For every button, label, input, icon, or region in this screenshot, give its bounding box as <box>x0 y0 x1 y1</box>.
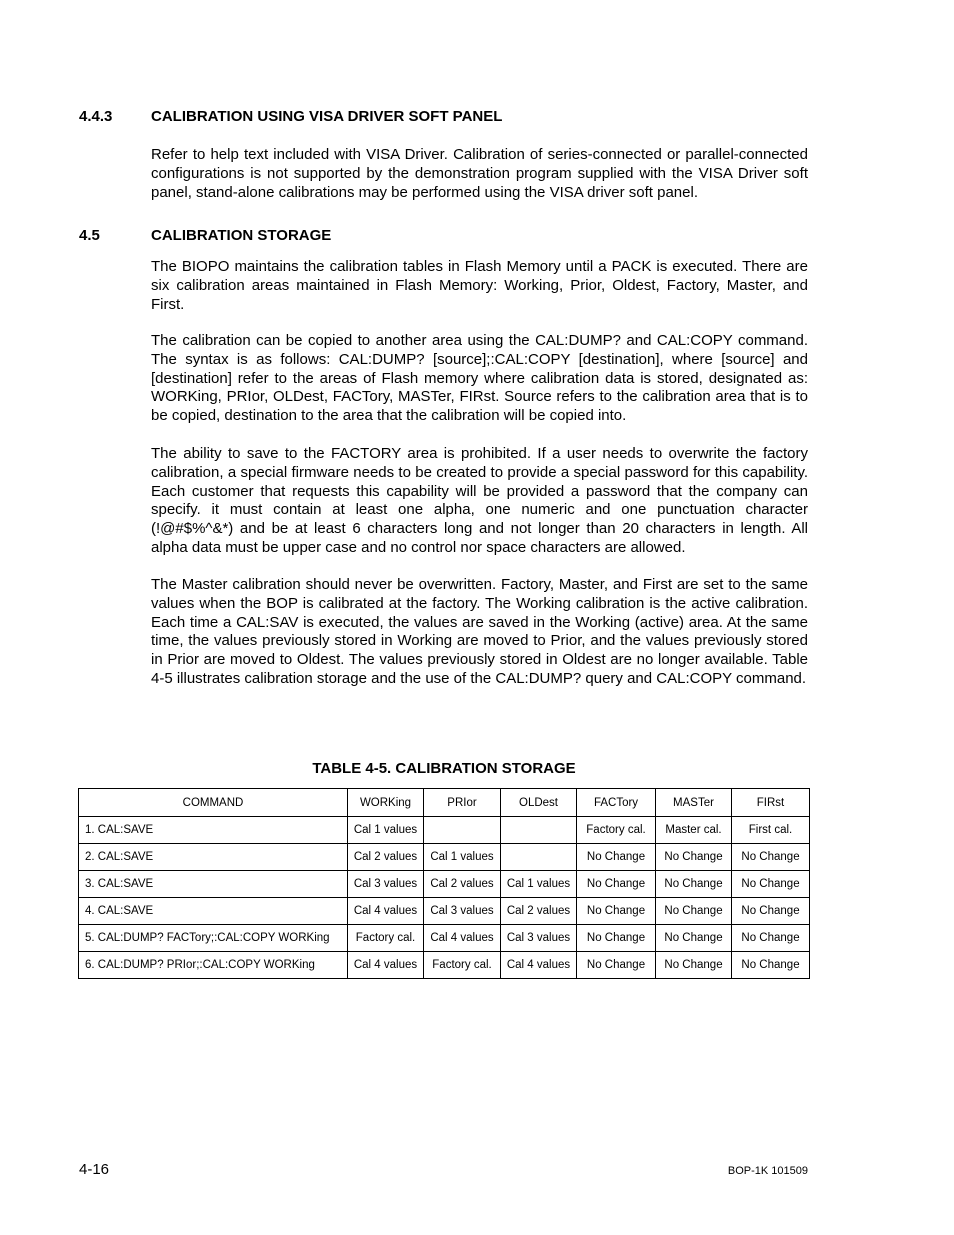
table-cell: Cal 4 values <box>348 898 424 925</box>
table-cell: No Change <box>577 925 656 952</box>
table-cell: No Change <box>732 952 810 979</box>
page-number: 4-16 <box>79 1161 110 1178</box>
table-cell: Cal 3 values <box>348 871 424 898</box>
table-cell: Cal 3 values <box>501 925 577 952</box>
table-header-row <box>79 789 810 817</box>
table-cell: 5. CAL:DUMP? FACTory;:CAL:COPY WORKing <box>79 925 348 952</box>
table-cell: No Change <box>732 871 810 898</box>
column-header: PRIor <box>424 789 501 817</box>
table-row <box>79 844 810 871</box>
table-row <box>79 898 810 925</box>
table-cell: Cal 1 values <box>348 817 424 844</box>
column-header: FACTory <box>577 789 656 817</box>
paragraph-master-calibration: The Master calibration should never be overwritten. Factory, Master, and First are set to the same values when the BOP is calibrated at the factory. The Working calibration is the active calibration. Each time a CAL:SAV is executed, the values are saved in the Working (active) area. At the same time, the values previously stored in Working are moved to Prior, and the values previously stored in Prior are moved to Oldest. The values previously stored in Oldest are no longer available. Table 4-5 illustrates calibration storage and the use of the CAL:DUMP? query and CAL:COPY command. <box>151 576 808 687</box>
column-header: MASTer <box>656 789 732 817</box>
table-cell: No Change <box>732 898 810 925</box>
table-row <box>79 817 810 844</box>
table-cell <box>424 817 501 844</box>
section-title: CALIBRATION USING VISA DRIVER SOFT PANEL <box>151 108 503 125</box>
table-cell: No Change <box>656 871 732 898</box>
table-cell <box>501 817 577 844</box>
table-cell: No Change <box>656 925 732 952</box>
table-cell: First cal. <box>732 817 810 844</box>
section-title: CALIBRATION STORAGE <box>151 227 332 244</box>
table-row <box>79 925 810 952</box>
column-header: FIRst <box>732 789 810 817</box>
table-cell: Factory cal. <box>424 952 501 979</box>
table-cell: No Change <box>577 871 656 898</box>
column-header: WORKing <box>348 789 424 817</box>
table-cell <box>501 844 577 871</box>
table-cell: No Change <box>656 898 732 925</box>
section-number: 4.4.3 <box>79 108 113 125</box>
table-cell: Cal 2 values <box>424 871 501 898</box>
table-cell: Cal 3 values <box>424 898 501 925</box>
calibration-storage-table <box>78 788 810 979</box>
table-cell: No Change <box>732 925 810 952</box>
paragraph-factory-area: The ability to save to the FACTORY area is prohibited. If a user needs to overwrite the factory calibration, a special firmware needs to be created to provide a special password for this capability. Each customer that requests this capability will be provided a password that the company can specify. it must contain at least one alpha, one numeric and one punctuation character (!@#$%^&*) and be at least 6 characters long and not longer than 20 characters in length. All alpha data must be upper case and no control nor space characters are allowed. <box>151 445 808 556</box>
table-cell: No Change <box>577 844 656 871</box>
table-cell: Master cal. <box>656 817 732 844</box>
table-title: TABLE 4-5. CALIBRATION STORAGE <box>312 760 576 777</box>
table-cell: 6. CAL:DUMP? PRIor;:CAL:COPY WORKing <box>79 952 348 979</box>
document-id: BOP-1K 101509 <box>727 1165 808 1177</box>
table-row <box>79 871 810 898</box>
table-row <box>79 952 810 979</box>
table-cell: No Change <box>577 952 656 979</box>
column-header: COMMAND <box>79 789 348 817</box>
table-cell: No Change <box>656 952 732 979</box>
table-cell: No Change <box>577 898 656 925</box>
paragraph-cal-copy: The calibration can be copied to another area using the CAL:DUMP? and CAL:COPY command. The syntax is as follows: CAL:DUMP? [source];:CAL:COPY [destination], where [source] and [destination] refer to the areas of Flash memory where calibration data is stored, designated as: WORKing, PRIor, OLDest, FACTory, MASTer, FIRst. Source refers to the calibration area that is to be copied, destination to the area that the calibration will be copied into. <box>151 332 808 425</box>
table-cell: Cal 4 values <box>424 925 501 952</box>
table-cell: 3. CAL:SAVE <box>79 871 348 898</box>
table-cell: Cal 2 values <box>501 898 577 925</box>
table-cell: Cal 1 values <box>424 844 501 871</box>
table-cell: Cal 1 values <box>501 871 577 898</box>
table-cell: Cal 4 values <box>348 952 424 979</box>
table-cell: 4. CAL:SAVE <box>79 898 348 925</box>
paragraph-visa: Refer to help text included with VISA Driver. Calibration of series-connected or parallel-connected configurations is not supported by the demonstration program supplied with the VISA Driver soft panel, stand-alone calibrations may be performed using the VISA driver soft panel. <box>151 146 808 201</box>
table-cell: No Change <box>656 844 732 871</box>
column-header: OLDest <box>501 789 577 817</box>
section-number: 4.5 <box>79 227 100 244</box>
paragraph-flash-memory: The BIOPO maintains the calibration tables in Flash Memory until a PACK is executed. There are six calibration areas maintained in Flash Memory: Working, Prior, Oldest, Factory, Master, and First. <box>151 258 808 313</box>
table-cell: Cal 2 values <box>348 844 424 871</box>
table-cell: Factory cal. <box>348 925 424 952</box>
table-cell: No Change <box>732 844 810 871</box>
table-cell: 1. CAL:SAVE <box>79 817 348 844</box>
table-cell: Factory cal. <box>577 817 656 844</box>
table-cell: Cal 4 values <box>501 952 577 979</box>
table-cell: 2. CAL:SAVE <box>79 844 348 871</box>
